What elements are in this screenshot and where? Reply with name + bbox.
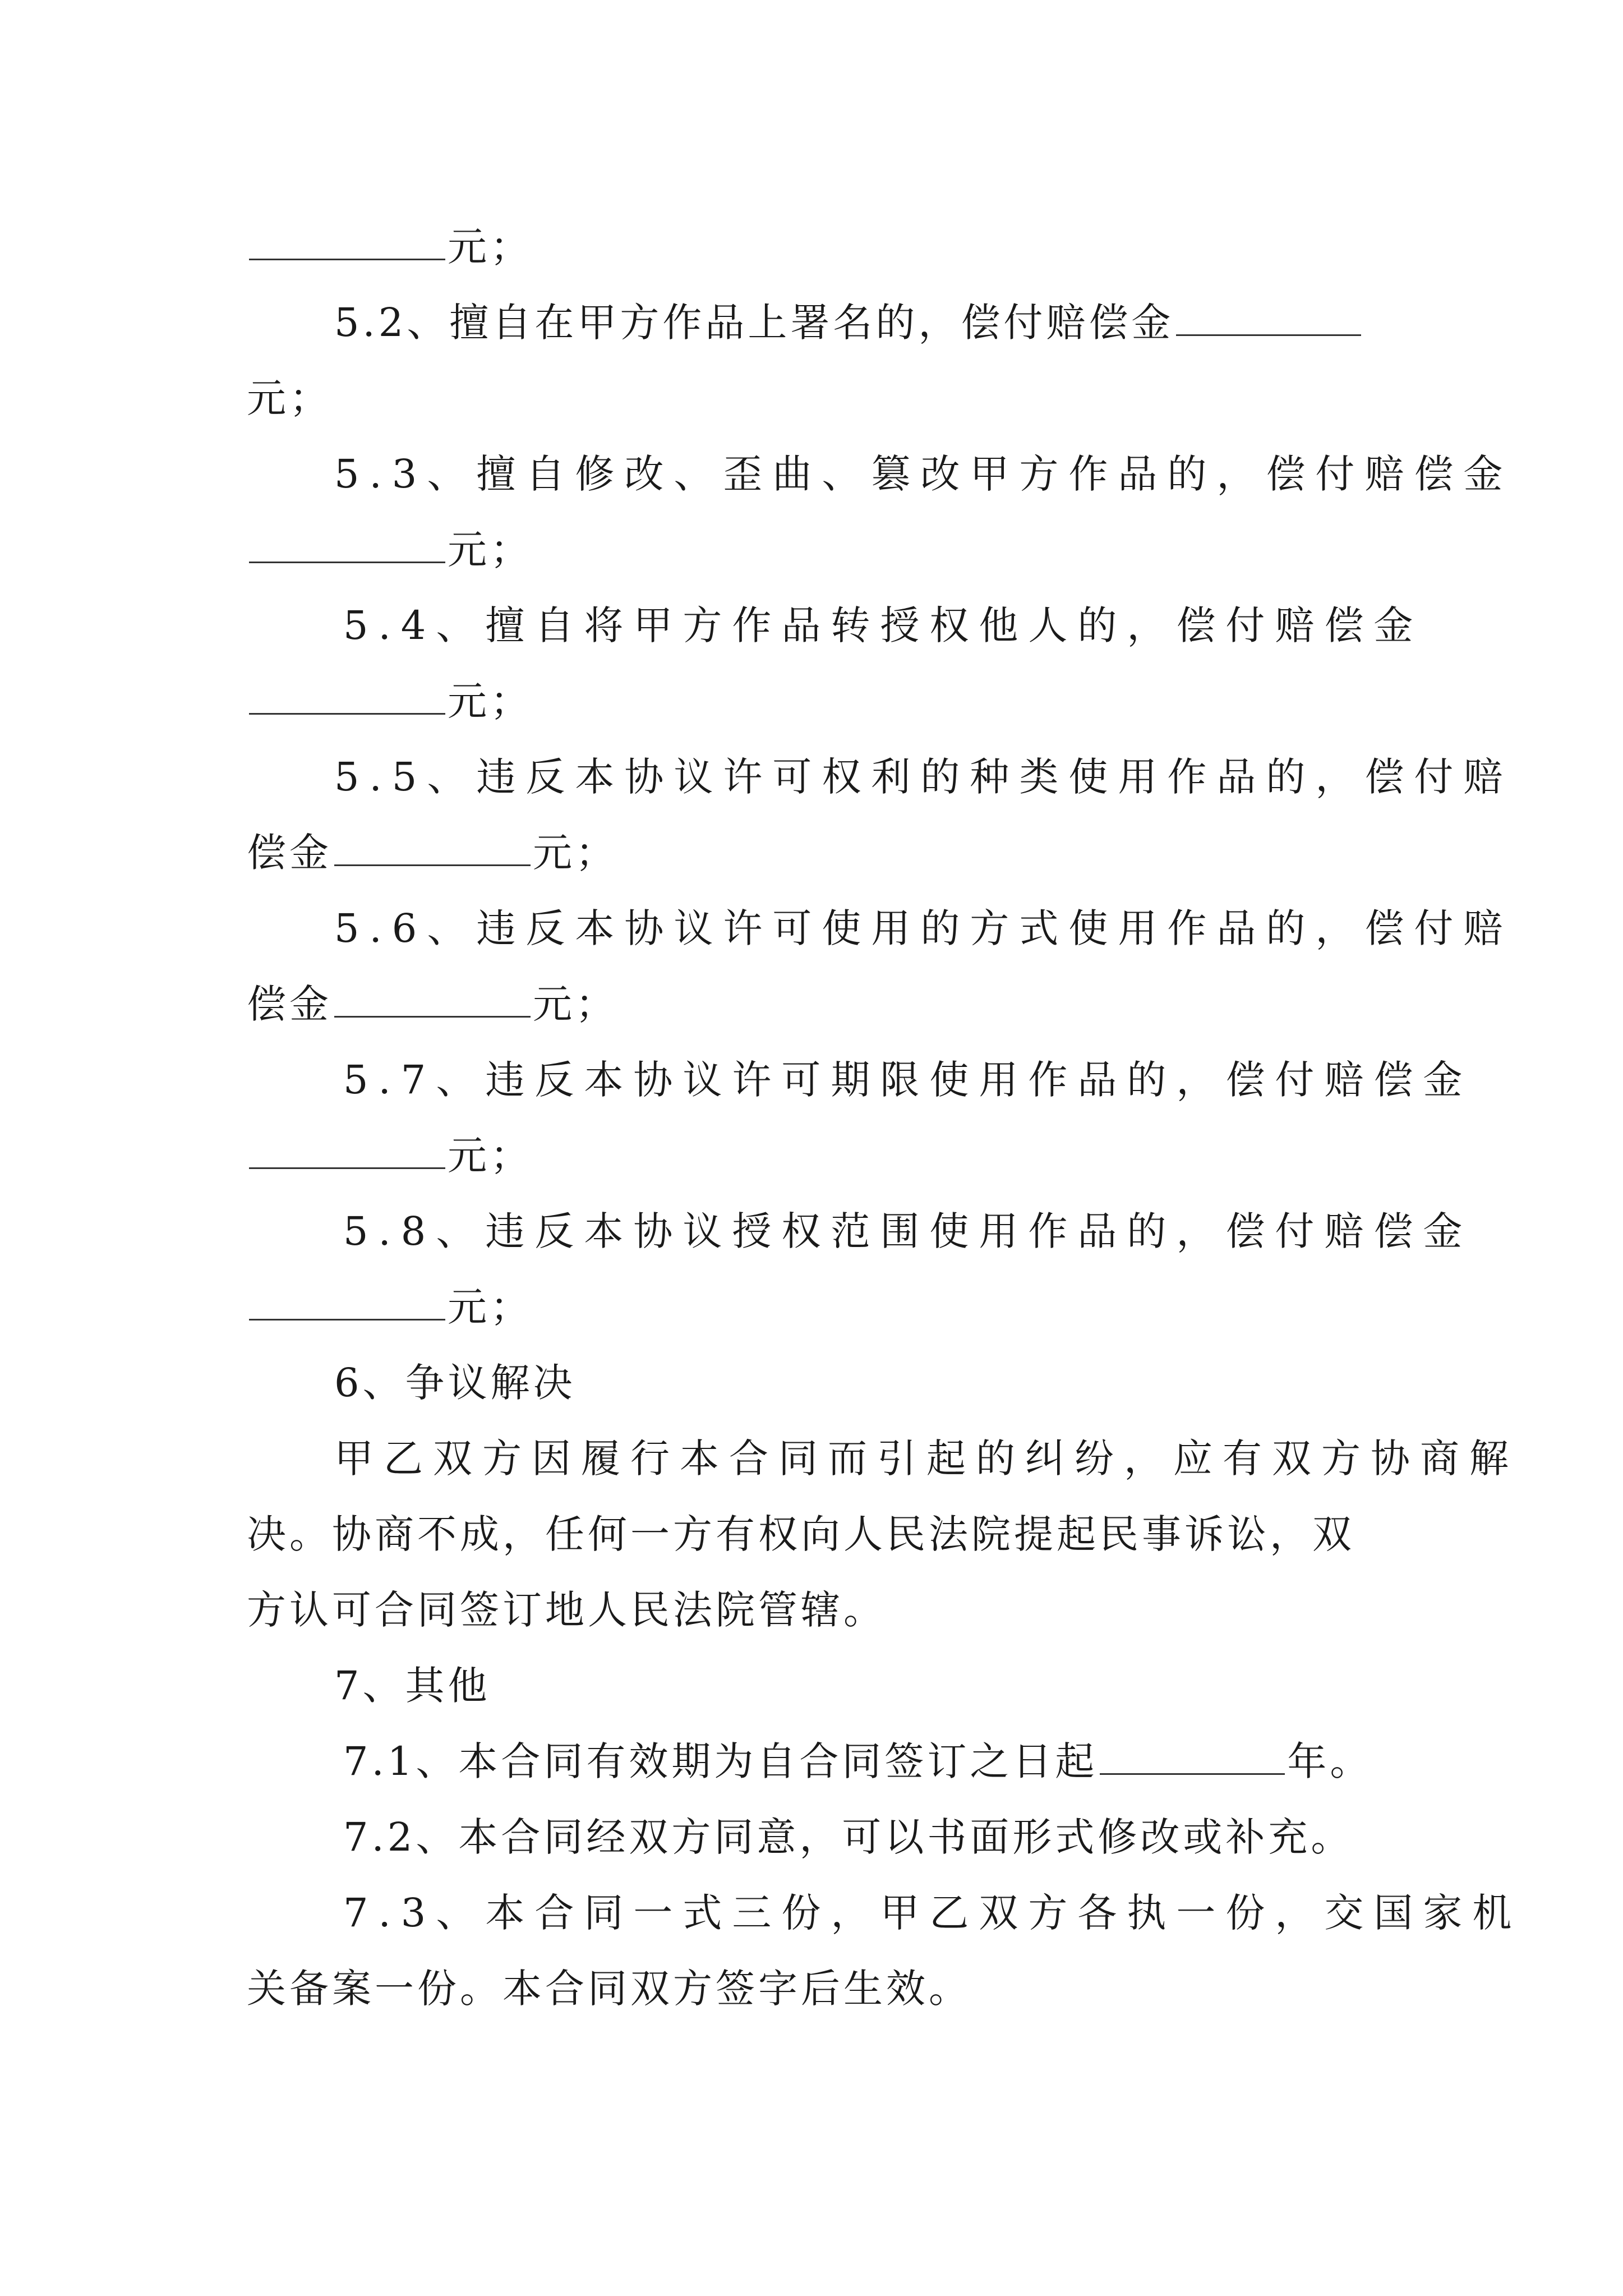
blank-field	[249, 670, 445, 715]
clause-5-6	[334, 895, 1513, 962]
clause-5-8	[343, 1198, 1473, 1265]
line-text: 7.2、本合同经双方同意，可以书面形式修改或补充。	[343, 1814, 1354, 1860]
blank-field	[249, 519, 445, 563]
blank-field	[334, 822, 531, 866]
line-text: 7、其他	[334, 1663, 491, 1709]
clause-5-8-amount-line	[247, 1273, 1385, 1341]
line-text: 元；	[448, 527, 533, 573]
clause-5-4-amount-line	[247, 668, 1385, 735]
blank-field	[249, 216, 445, 260]
line-text: 5.8、违反本协议授权范围使用作品的，偿付赔偿金	[343, 1208, 1473, 1254]
line-text: 5.3、擅自修改、歪曲、篡改甲方作品的，偿付赔偿金	[334, 451, 1513, 497]
clause-5-7	[343, 1046, 1473, 1114]
clause-7-3-continued	[247, 1955, 1385, 2022]
line-text: 元；	[533, 830, 618, 876]
clause-7-3	[343, 1879, 1522, 1947]
clause-5-4	[343, 592, 1423, 659]
line-text: 元；	[448, 224, 533, 270]
line-text: 年。	[1287, 1738, 1373, 1784]
line-text: 6、争议解决	[334, 1360, 576, 1406]
clause-5-3-amount-line	[247, 516, 1385, 583]
line-text: 关备案一份。本合同双方签字后生效。	[247, 1966, 971, 2012]
clause-5-5-amount-line	[247, 819, 1385, 886]
blank-field	[334, 973, 531, 1018]
line-text: 5.2、擅自在甲方作品上署名的，偿付赔偿金	[334, 300, 1174, 346]
clause-5-2	[334, 289, 1385, 356]
line-text: 元；	[448, 678, 533, 724]
line-text: 甲乙双方因履行本合同而引起的纠纷，应有双方协商解	[334, 1435, 1519, 1481]
line-text: 元；	[533, 981, 618, 1027]
section-6-paragraph-line-3	[247, 1576, 1385, 1644]
line-text: 元；	[247, 375, 332, 421]
clause-7-2	[343, 1803, 1385, 1871]
line-text: 方认可合同签订地人民法院管辖。	[247, 1587, 886, 1633]
line-text: 5.5、违反本协议许可权利的种类使用作品的，偿付赔	[334, 754, 1513, 800]
clause-5-7-amount-line	[247, 1122, 1385, 1189]
line-text: 决。协商不成，任何一方有权向人民法院提起民事诉讼，双	[247, 1511, 1355, 1557]
clause-7-1	[343, 1728, 1385, 1795]
blank-field	[249, 1125, 445, 1169]
line-text: 5.7、违反本协议许可期限使用作品的，偿付赔偿金	[343, 1057, 1473, 1103]
line-text: 元；	[448, 1133, 533, 1179]
blank-field	[1176, 292, 1361, 336]
line-text: 7.1、本合同有效期为自合同签订之日起	[343, 1738, 1098, 1784]
section-6-paragraph-line-1	[334, 1425, 1519, 1492]
line-text: 5.4、擅自将甲方作品转授权他人的，偿付赔偿金	[343, 602, 1423, 648]
clause-5-1-amount-line	[247, 213, 1385, 280]
section-6-heading	[334, 1349, 1385, 1416]
blank-field	[249, 1276, 445, 1320]
section-6-paragraph-line-2	[247, 1501, 1385, 1568]
clause-5-3	[334, 440, 1513, 508]
clause-5-5	[334, 743, 1513, 811]
line-text: 元；	[448, 1284, 533, 1330]
clause-5-6-amount-line	[247, 970, 1385, 1038]
line-text: 7.3、本合同一式三份，甲乙双方各执一份，交国家机	[343, 1890, 1522, 1936]
line-text: 偿金	[247, 830, 332, 876]
blank-field	[1100, 1731, 1285, 1775]
line-text: 5.6、违反本协议许可使用的方式使用作品的，偿付赔	[334, 905, 1513, 951]
line-text: 偿金	[247, 981, 332, 1027]
section-7-heading	[334, 1652, 1385, 1719]
clause-5-2-continued	[247, 365, 1385, 432]
